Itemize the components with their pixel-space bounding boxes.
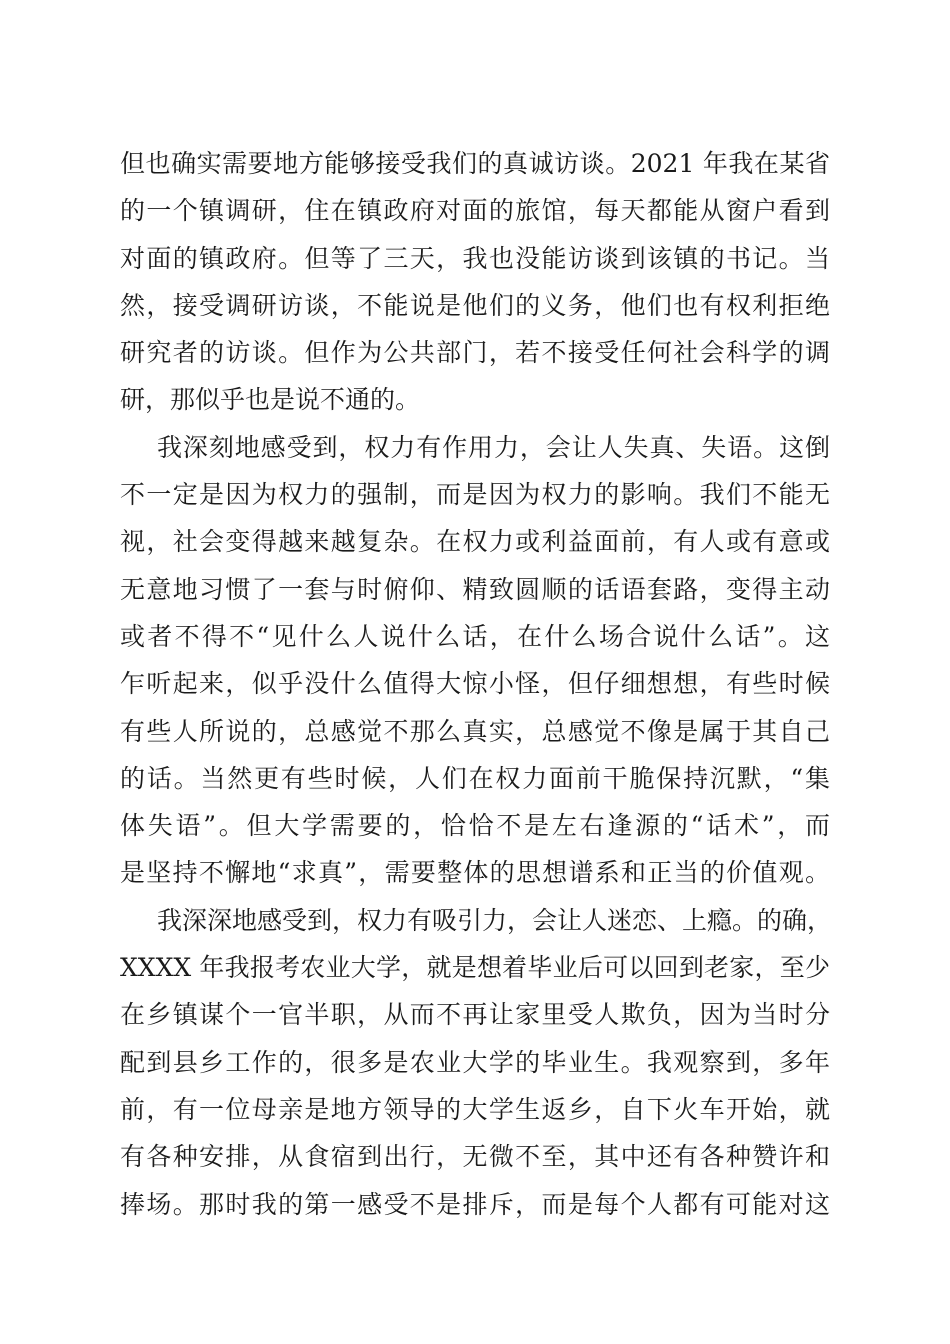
- text-line: 但也确实需要地方能够接受我们的真诚访谈。2021 年我在某省: [120, 149, 830, 178]
- text-line: 视，社会变得越来越复杂。在权力或利益面前，有人或有意或: [120, 527, 830, 557]
- text-line: 捧场。那时我的第一感受不是排斥，而是每个人都有可能对这: [120, 1189, 830, 1219]
- paragraph-3: [120, 897, 833, 1228]
- paragraph-2: [120, 424, 830, 897]
- text-line: 我深深地感受到，权力有吸引力，会让人迷恋、上瘾。的确，: [157, 905, 833, 935]
- text-line: XXXX 年我报考农业大学，就是想着毕业后可以回到老家，至少: [120, 953, 830, 983]
- text-line: 的一个镇调研，住在镇政府对面的旅馆，每天都能从窗户看到: [120, 196, 830, 226]
- text-line: 的话。当然更有些时候，人们在权力面前干脆保持沉默，“集: [120, 763, 830, 793]
- text-line: 在乡镇谋个一官半职，从而不再让家里受人欺负，因为当时分: [120, 1000, 830, 1030]
- document-body: [120, 140, 833, 1228]
- text-line: 体失语”。但大学需要的，恰恰不是左右逢源的“话术”，而: [120, 811, 830, 841]
- text-line: 无意地习惯了一套与时俯仰、精致圆顺的话语套路，变得主动: [120, 574, 830, 604]
- text-line: 有各种安排，从食宿到出行，无微不至，其中还有各种赞许和: [120, 1142, 830, 1172]
- text-line: 是坚持不懈地“求真”，需要整体的思想谱系和正当的价值观。: [120, 858, 830, 888]
- text-line: 然，接受调研访谈，不能说是他们的义务，他们也有权利拒绝: [120, 290, 830, 320]
- text-line: 我深刻地感受到，权力有作用力，会让人失真、失语。这倒: [157, 432, 830, 462]
- text-line: 有些人所说的，总感觉不那么真实，总感觉不像是属于其自己: [120, 716, 830, 746]
- text-line: 或者不得不“见什么人说什么话，在什么场合说什么话”。这: [120, 621, 830, 651]
- text-line: 研，那似乎也是说不通的。: [120, 385, 421, 415]
- text-line: 配到县乡工作的，很多是农业大学的毕业生。我观察到，多年: [120, 1047, 830, 1077]
- text-line: 研究者的访谈。但作为公共部门，若不接受任何社会科学的调: [120, 338, 830, 368]
- paragraph-1: [120, 140, 830, 424]
- text-line: 乍听起来，似乎没什么值得大惊小怪，但仔细想想，有些时候: [120, 669, 830, 699]
- text-line: 前，有一位母亲是地方领导的大学生返乡，自下火车开始，就: [120, 1094, 830, 1124]
- text-line: 对面的镇政府。但等了三天，我也没能访谈到该镇的书记。当: [120, 243, 830, 273]
- text-line: 不一定是因为权力的强制，而是因为权力的影响。我们不能无: [120, 480, 830, 510]
